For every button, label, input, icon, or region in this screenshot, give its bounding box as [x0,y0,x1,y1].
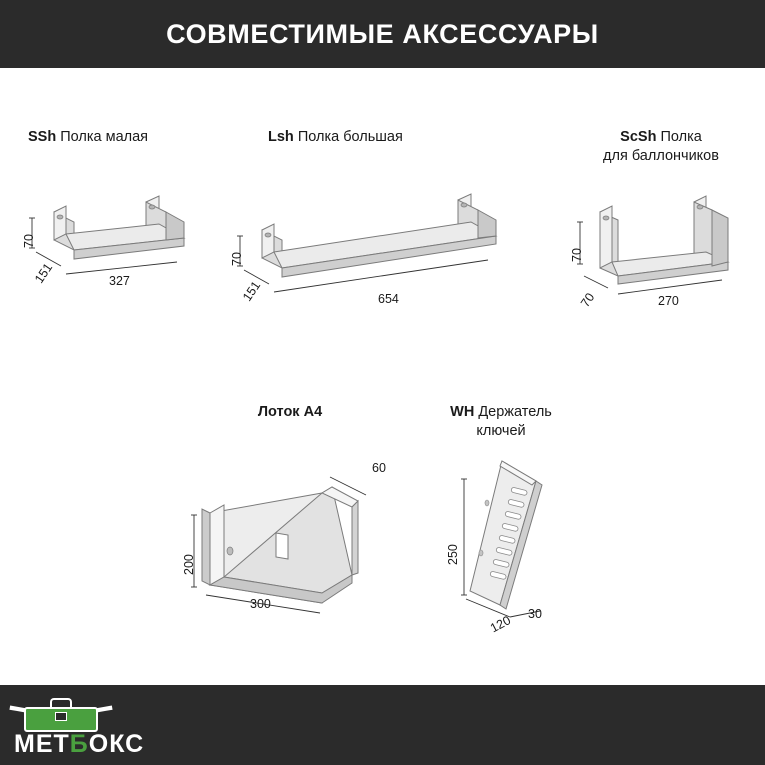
item-scsh-name: Полка [660,129,702,145]
dim-scsh-width: 270 [658,294,679,308]
brand-logo [8,692,188,758]
item-tray [195,403,385,422]
header-bar [0,0,765,68]
item-wh-code: WH [450,404,475,420]
item-wh-name: Держатель [478,404,552,420]
dim-lsh-width: 654 [378,292,399,306]
item-ssh-code: SSh [28,129,57,145]
item-ssh [28,128,238,147]
item-scsh-name2: для баллончиков [603,148,719,164]
item-tray-caption [195,403,385,422]
brand-name-part2: ОКС [88,730,145,758]
item-wh-caption [412,403,590,441]
dim-scsh-depth: 70 [578,290,598,310]
dim-tray-height: 200 [182,554,196,575]
dim-ssh-height: 70 [22,234,36,248]
item-scsh-caption [576,128,746,166]
item-tray-drawing [180,455,400,625]
dim-ssh-depth: 151 [32,260,56,286]
item-ssh-name: Полка малая [60,129,149,145]
item-wh [412,403,590,441]
dim-ssh-width: 327 [109,274,130,288]
item-scsh-code: ScSh [620,129,657,145]
item-lsh-caption [268,128,548,147]
item-tray-name: A4 [303,404,323,420]
item-lsh [268,128,548,147]
item-wh-drawing [440,455,580,636]
item-wh-svg [440,455,580,630]
page-title: СОВМЕСТИМЫЕ АКСЕССУАРЫ [166,18,599,49]
dim-tray-width: 300 [250,597,271,611]
dim-tray-depth: 60 [372,461,386,475]
item-ssh-svg [14,190,229,315]
brand-name-accent: Б [69,730,89,758]
brand-name [14,730,144,759]
item-ssh-caption [28,128,238,147]
item-scsh-drawing [562,190,757,315]
item-scsh [576,128,746,166]
toolbox-icon [24,698,98,732]
item-wh-name2: ключей [476,423,526,439]
item-tray-svg [180,455,400,625]
item-lsh-name: Полка большая [297,129,403,145]
dim-wh-width: 120 [488,613,513,636]
toolbox-latch [55,712,67,721]
dim-lsh-depth: 151 [240,278,264,304]
item-tray-code: Лоток [257,404,300,420]
brand-name-part1: МЕТ [14,730,70,758]
item-lsh-drawing [230,190,530,315]
dim-wh-height: 250 [446,544,460,565]
dim-lsh-height: 70 [230,252,244,266]
item-lsh-code: Lsh [268,129,294,145]
dim-wh-depth: 30 [528,607,542,621]
footer-bar [0,685,765,765]
dim-scsh-height: 70 [570,248,584,262]
item-ssh-drawing [14,190,229,315]
